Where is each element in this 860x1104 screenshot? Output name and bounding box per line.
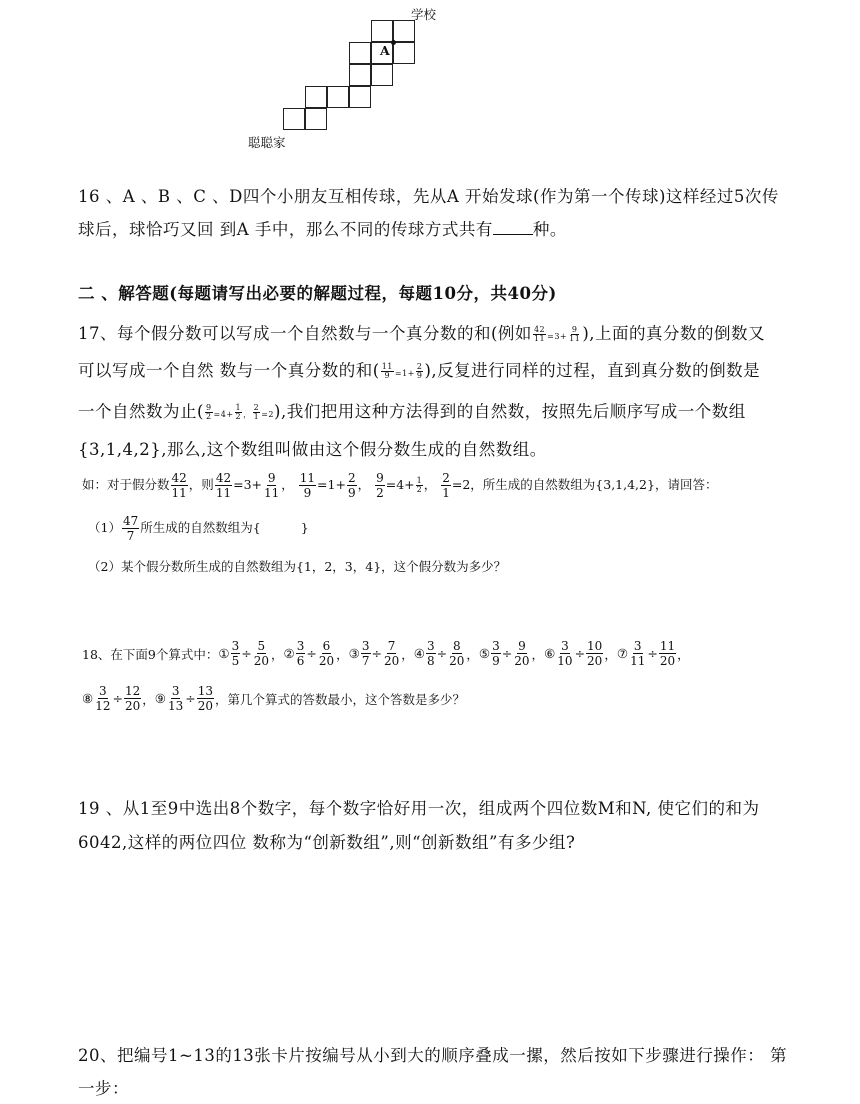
q17-example-text: {3,1,4,2} [595,477,655,492]
fraction: $\frac{3}{9}$ [492,639,500,668]
divide-sign: ÷ [574,646,586,661]
q19-line1: 19 、从1至9中选出8个数字，每个数字恰好用一次，组成两个四位数M和N, 使它们的和为 [78,799,760,818]
q19-line2: 6042,这样的两位四位 数称为“创新数组”,则“创新数组”有多少组? [78,833,576,852]
expression-number: ⑨ [154,691,166,706]
fraction: $\frac{3}{12}$ [95,684,111,713]
fraction: $\frac{2}{1}$ [253,403,260,421]
q16-text-b: 种。 [532,220,567,239]
q17-line2: 可以写成一个自然 数与一个真分数的和( $\frac{11}{9}$ =1+ $\frac{2}{9}$ ),反复进行同样的过程，直到真分数的倒数是 [78,361,761,380]
grid-cell [349,42,371,64]
grid-cell [327,86,349,108]
fraction: $\frac{9}{2}$ [205,403,212,421]
fraction: $\frac{1}{2}$ [235,403,242,421]
grid-cell [393,42,415,64]
grid-cell [305,86,327,108]
grid-cell [349,86,371,108]
fraction: $\frac{42}{11}$ [171,471,187,500]
expression-number: ⑥ [544,646,556,661]
q17-text: 17、每个假分数可以写成一个自然数与一个真分数的和(例如 [78,324,532,343]
grid-cell [305,108,327,130]
fraction: $\frac{6}{20}$ [318,639,335,668]
q18-expression [349,640,402,667]
fraction: $\frac{8}{20}$ [449,639,465,668]
fraction: $\frac{9}{11}$ [264,471,280,500]
q17-sub2: （2）某个假分数所生成的自然数组为{1，2，3，4}，这个假分数为多少？ [88,559,507,574]
q16-line2 [78,216,567,240]
q16-text-a: 球后，球恰巧又回 到A 手中，那么不同的传球方式共有 [78,220,493,239]
q18-line2 [82,685,465,712]
fraction: $\frac{12}{20}$ [124,684,141,713]
fraction: $\frac{47}{7}$ [122,514,139,543]
q17-example-text: ，请回答： [654,477,718,492]
q17-line1: 17、每个假分数可以写成一个自然数与一个真分数的和(例如 $\frac{42}{11}$ =3+ $\frac{9}{11}$ ),上面的真分数的倒数又 [78,324,765,343]
divide-sign: ÷ [185,691,196,706]
separator: ， [142,691,155,707]
q18-expression [544,640,604,667]
q18-expression [155,685,215,712]
separator: ， [677,646,690,662]
fraction: $\frac{13}{20}$ [197,684,214,713]
q17-example-text: 如：对于假分数 [82,477,170,492]
fraction: $\frac{1}{2}$ [416,476,422,494]
q18-expression [218,640,271,667]
q17-line3: 一个自然数为止( $\frac{9}{2}$ =4+ $\frac{1}{2}$ ， $\frac{2}{1}$ =2),我们把用这种方法得到的自然数，按照先后顺序写成一个数组 [78,402,746,421]
divide-sign: ÷ [112,691,123,706]
fraction: $\frac{2}{9}$ [347,471,356,500]
fraction: $\frac{2}{9}$ [416,362,423,380]
fraction: $\frac{7}{20}$ [383,639,400,668]
separator: ， [466,646,479,662]
grid-cell [371,64,393,86]
q17-text: 一个自然数为止( [78,402,204,421]
q17-sub1-number: （1） [88,520,121,535]
fraction: $\frac{3}{7}$ [361,639,370,668]
expression-number: ⑧ [82,691,94,706]
q17-line4: {3,1,4,2},那么,这个数组叫做由这个假分数生成的自然数组。 [78,440,547,459]
q17-sub1-close: } [300,520,309,535]
section-heading: 二 、解答题(每题请写出必要的解题过程，每题10分，共40分) [78,284,557,303]
grid-cell [371,20,393,42]
q17-sub1 [88,515,309,542]
q17-example: 如：对于假分数 $\frac{42}{11}$ ，则 $\frac{42}{11}$ =3+ $\frac{9}{11}$ ， $\frac{11}{9}$ =1+ $\frac{2}{9}$ ， $\frac{9}{2}$ =4+ $\frac{1}{2}$ ， $\frac{2}{1}$ =2，所生成的自然数组为{3,1,4,2}，请回答： [82,471,718,500]
fraction: $\frac{11}{9}$ [381,362,393,380]
fraction: $\frac{9}{2}$ [376,471,384,500]
point-a-dot [391,40,396,45]
q16-line1: 16 、A 、B 、C 、D四个小朋友互相传球，先从A 开始发球(作为第一个传球)这样经过5次传 [78,187,779,206]
q20-line1: 20、把编号1~13的13张卡片按编号从小到大的顺序叠成一摞，然后按如下步骤进行操作： 第 [78,1046,788,1065]
separator: ， [336,646,349,662]
q17-sub1-text: 所生成的自然数组为{ [140,520,261,535]
q20-line2: 一步： [78,1079,129,1098]
fraction: $\frac{2}{1}$ [442,471,450,500]
fraction: $\frac{3}{13}$ [168,684,184,713]
expression-number: ① [218,646,230,661]
q17-example-text: ，所生成的自然数组为 [470,477,596,492]
q17-text: ),我们把用这种方法得到的自然数，按照先后顺序写成一个数组 [274,402,746,421]
q18-expression [82,685,142,712]
q17-example-text: ，则 [188,477,214,492]
grid-cell [349,64,371,86]
fraction: $\frac{5}{20}$ [253,639,269,668]
divide-sign: ÷ [501,646,513,661]
fraction: $\frac{42}{11}$ [533,325,546,343]
divide-sign: ÷ [306,646,317,661]
fraction: $\frac{3}{8}$ [427,639,435,668]
q17-text: 可以写成一个自然 数与一个真分数的和( [78,361,380,380]
separator: ， [604,646,617,662]
divide-sign: ÷ [436,646,448,661]
separator: ， [531,646,545,662]
q18-expression [617,640,677,667]
separator: ， [270,646,284,662]
expression-number: ⑤ [478,646,491,661]
q18-expression [284,640,337,667]
fraction: $\frac{11}{20}$ [659,639,676,668]
q17-text: ),反复进行同样的过程，直到真分数的倒数是 [424,361,761,380]
expression-number: ② [283,646,295,661]
q17-text: ),上面的真分数的倒数又 [582,324,765,343]
q18-expression [414,640,467,667]
fraction: $\frac{10}{20}$ [587,639,603,668]
q18-expression [479,640,532,667]
fraction: $\frac{3}{6}$ [296,639,305,668]
separator: ， [401,646,414,662]
divide-sign: ÷ [241,646,252,661]
fraction: $\frac{3}{10}$ [557,639,573,668]
home-label: 聪聪家 [248,135,286,150]
fraction: $\frac{3}{5}$ [231,639,240,668]
fraction: $\frac{3}{11}$ [630,639,646,668]
fraction: $\frac{9}{20}$ [514,639,530,668]
school-label: 学校 [411,7,437,22]
grid-cell [393,20,415,42]
divide-sign: ÷ [371,646,382,661]
grid-cell [283,108,305,130]
expression-number: ③ [348,646,360,661]
answer-blank [493,220,533,235]
divide-sign: ÷ [647,646,658,661]
expression-number: ④ [413,646,425,661]
q18-intro: 18、在下面9个算式中： [82,646,219,662]
fraction: $\frac{42}{11}$ [215,471,232,500]
q18-question: ，第几个算式的答数最小，这个答数是多少？ [215,691,466,707]
expression-number: ⑦ [616,646,629,661]
q18-line1 [82,640,690,667]
fraction: $\frac{11}{9}$ [299,471,316,500]
fraction: $\frac{9}{11}$ [569,325,581,343]
point-a-label: A [380,43,390,58]
